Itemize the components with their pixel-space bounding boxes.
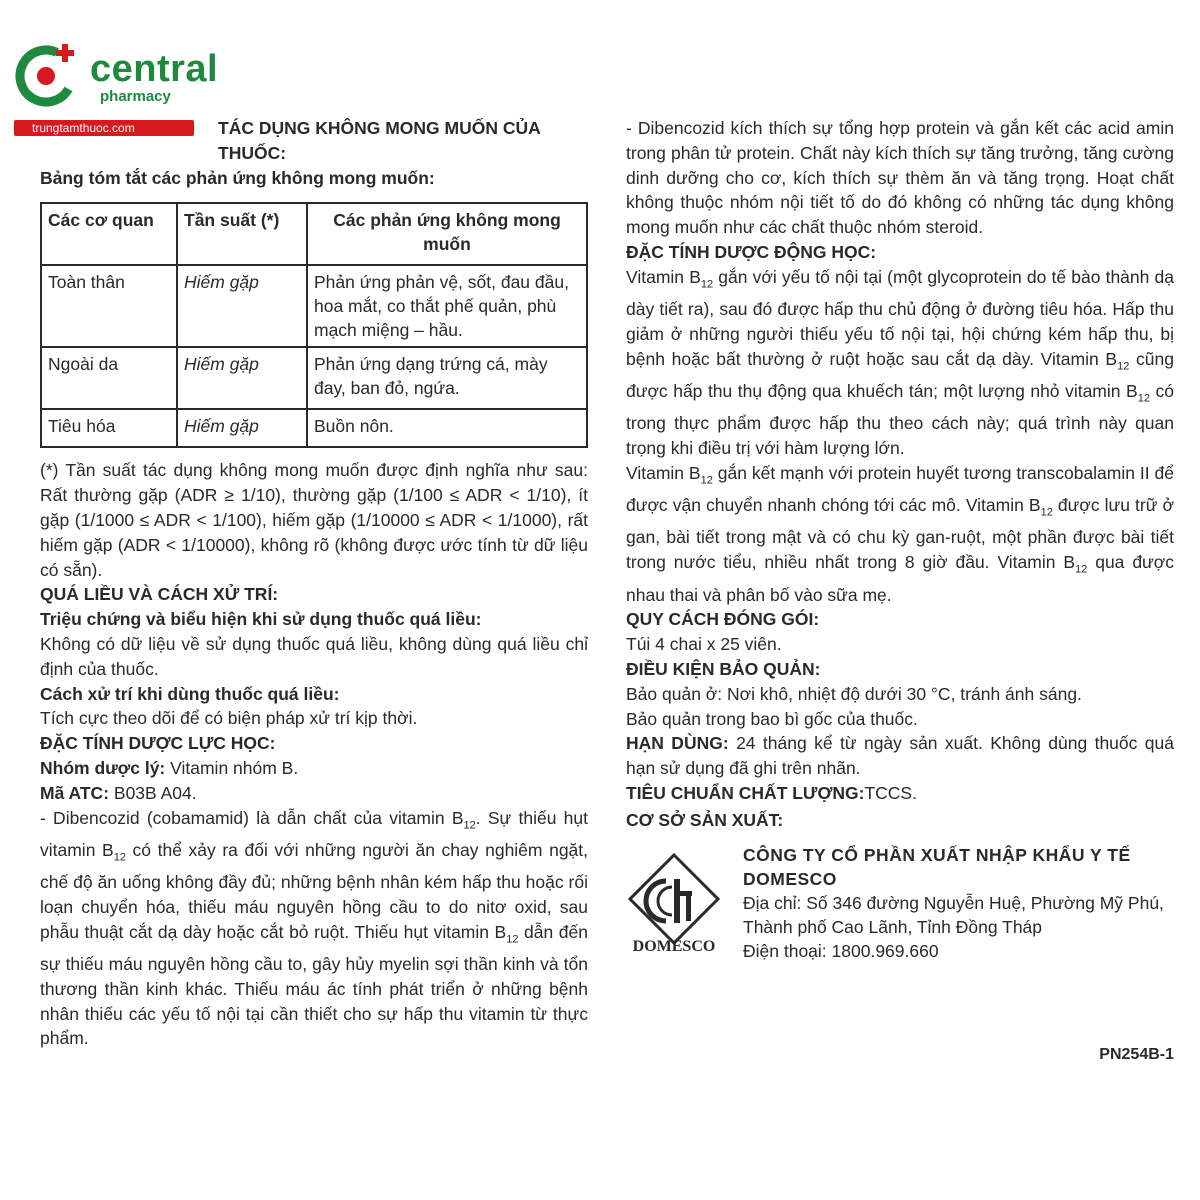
- pd-text: . Sự thiếu hụt vitamin B: [40, 807, 588, 860]
- group-value: Vitamin nhóm B.: [170, 757, 299, 778]
- central-pharmacy-logo-icon: [10, 38, 90, 118]
- quality-standard: [626, 781, 1174, 806]
- pk-text: Vitamin B: [626, 266, 701, 287]
- overdose-treatment-text: Tích cực theo dõi để có biện pháp xử trí kịp thời.: [40, 708, 418, 729]
- pk-text: có trong thực phẩm được hấp thu theo cách này; quá trình này quan trọng khi điều trị với hàm lượng lớn.: [626, 380, 1174, 459]
- section-adverse-title: TÁC DỤNG KHÔNG MONG MUỐN CỦA THUỐC:: [218, 118, 541, 163]
- pharmacokinetics-title: ĐẶC TÍNH DƯỢC ĐỘNG HỌC:: [626, 241, 877, 262]
- subscript-12: 12: [113, 851, 126, 864]
- table-cell-organ: Toàn thân: [41, 265, 177, 347]
- subscript-12: 12: [700, 474, 713, 487]
- group-label: Nhóm dược lý:: [40, 757, 166, 778]
- atc-label: Mã ATC:: [40, 782, 110, 803]
- pd-text: - Dibencozid (cobamamid) là dẫn chất của vitamin B: [40, 807, 464, 828]
- table-header-organ: Các cơ quan: [41, 203, 177, 265]
- subscript-12: 12: [506, 933, 519, 946]
- frequency-footnote: (*) Tần suất tác dụng không mong muốn được định nghĩa như sau: Rất thường gặp (ADR ≥ 1/10), thường gặp (1/100 ≤ ADR < 1/10), ít gặp (1/1000 ≤ ADR < 1/100), hiếm gặp (1/10000 ≤ ADR < 1/1000), rất hiếm gặp (ADR < 1/10000), không rõ (không được ước tính từ dữ liệu có sẵn).: [40, 460, 588, 580]
- table-header-frequency: Tần suất (*): [177, 203, 307, 265]
- table-cell-reaction: Phản ứng phản vệ, sốt, đau đầu, hoa mắt, co thắt phế quản, phù mạch miệng – hầu.: [307, 265, 587, 347]
- brand-site-bar: trungtamthuoc.com: [14, 120, 194, 136]
- expiry-text: 24 tháng kể từ ngày sản xuất. Không dùng thuốc quá hạn sử dụng đã ghi trên nhãn.: [626, 733, 1174, 779]
- table-header-row: [41, 203, 587, 265]
- pharmacologic-group: [40, 756, 588, 781]
- company-phone: Điện thoại: 1800.969.660: [743, 940, 939, 961]
- manufacturer-title: CƠ SỞ SẢN XUẤT:: [626, 809, 784, 830]
- table-cell-frequency: Hiếm gặp: [177, 409, 307, 447]
- pharmacodynamics-title: ĐẶC TÍNH DƯỢC LỰC HỌC:: [40, 733, 276, 754]
- pk-text: gắn với yếu tố nội tại (một glycoprotein do tế bào thành dạ dày tiết ra), sau đó được hấp thu chủ động ở đường tiêu hóa. Hấp thu giảm ở những người thiếu yếu tố nội tại, hội chứng kém hấp thu, bị bệnh hoặc bất thường ở ruột hoặc sau cắt dạ dày. Vitamin B: [626, 266, 1174, 369]
- adverse-reactions-table: [40, 202, 588, 448]
- manufacturer-info: [743, 843, 1175, 963]
- table-cell-frequency: Hiếm gặp: [177, 347, 307, 409]
- domesco-emblem-text: DOMESCO: [632, 937, 716, 955]
- subscript-12: 12: [1117, 360, 1130, 373]
- pharmacodynamics-paragraph-1: [40, 806, 588, 1052]
- pharmacodynamics-paragraph-2: - Dibencozid kích thích sự tổng hợp protein và gắn kết các acid amin trong phân tử protein. Chất này kích thích sự tăng trưởng, tăng cường dinh dưỡng cho cơ, kích thích sự thèm ăn và tăng trọng. Hoạt chất không thuộc nhóm nội tiết tố do đó không có những tác dụng không mong muốn như các chất thuộc nhóm steroid.: [626, 118, 1174, 238]
- overdose-symptoms-title: Triệu chứng và biểu hiện khi sử dụng thuốc quá liều:: [40, 609, 482, 630]
- table-row: [41, 409, 587, 447]
- overdose-symptoms-text: Không có dữ liệu về sử dụng thuốc quá liều, không dùng quá liều chỉ định của thuốc.: [40, 633, 588, 679]
- subscript-12: 12: [463, 819, 476, 832]
- pharmacokinetics-paragraph-1: [626, 265, 1174, 461]
- atc-code: [40, 781, 588, 806]
- pk-text: được lưu trữ ở gan, bài tiết trong mật và có chu kỳ gan-ruột, một phần được bài tiết trong nước tiểu, nhiều nhất trong 8 giờ đầu. Vitamin B: [626, 495, 1174, 573]
- right-column: [626, 116, 1174, 983]
- table-caption: Bảng tóm tắt các phản ứng không mong muốn:: [40, 167, 435, 188]
- subscript-12: 12: [700, 278, 714, 291]
- company-address: Địa chỉ: Số 346 đường Nguyễn Huệ, Phường Mỹ Phú, Thành phố Cao Lãnh, Tỉnh Đồng Tháp: [743, 892, 1164, 937]
- table-row: [41, 265, 587, 347]
- storage-line-2: Bảo quản trong bao bì gốc của thuốc.: [626, 708, 918, 729]
- expiry: [626, 731, 1174, 781]
- subscript-12: 12: [1075, 563, 1088, 576]
- table-cell-reaction: Phản ứng dạng trứng cá, mày đay, ban đỏ, ngứa.: [307, 347, 587, 409]
- pharmacokinetics-paragraph-2: [626, 461, 1174, 607]
- table-header-reaction: Các phản ứng không mong muốn: [307, 203, 587, 265]
- brand-sub: pharmacy: [100, 88, 171, 105]
- table-cell-organ: Tiêu hóa: [41, 409, 177, 447]
- central-pharmacy-logo: [10, 38, 250, 135]
- pk-text: Vitamin B: [626, 462, 701, 483]
- standard-label: TIÊU CHUẨN CHẤT LƯỢNG:: [626, 782, 865, 803]
- table-cell-reaction: Buồn nôn.: [307, 409, 587, 447]
- document-code: PN254B-1: [1099, 1046, 1174, 1063]
- manufacturer-block: [626, 843, 1174, 983]
- packaging-text: Túi 4 chai x 25 viên.: [626, 634, 782, 655]
- pk-text: gắn kết mạnh với protein huyết tương transcobalamin II để được vận chuyển nhanh chóng tới các mô. Vitamin B: [626, 462, 1174, 516]
- packaging-title: QUY CÁCH ĐÓNG GÓI:: [626, 609, 820, 630]
- subscript-12: 12: [1137, 392, 1150, 405]
- table-cell-organ: Ngoài da: [41, 347, 177, 409]
- left-column: [40, 116, 588, 1051]
- standard-value: TCCS.: [864, 782, 917, 803]
- brand-name: central: [90, 48, 219, 90]
- subscript-12: 12: [1040, 506, 1053, 519]
- overdose-title: QUÁ LIỀU VÀ CÁCH XỬ TRÍ:: [40, 584, 279, 605]
- storage-title: ĐIỀU KIỆN BẢO QUẢN:: [626, 658, 821, 679]
- expiry-label: HẠN DÙNG:: [626, 733, 729, 754]
- pk-text: qua được nhau thai và phân bố vào sữa mẹ.: [626, 552, 1174, 605]
- table-row: [41, 347, 587, 409]
- pd-text: dẫn đến sự thiếu máu nguyên hồng cầu to, gây hủy myelin sợi thần kinh và tổn thương thần kinh khác. Thiếu máu ác tính phát triển ở những bệnh nhân thiếu các yếu tố nội tại cần thiết cho sự hấp thu vitamin từ thực phẩm.: [40, 921, 588, 1049]
- pk-text: cũng được hấp thu thụ động qua khuếch tán; một lượng nhỏ vitamin B: [626, 348, 1174, 401]
- atc-value: B03B A04.: [113, 782, 197, 803]
- table-cell-frequency: Hiếm gặp: [177, 265, 307, 347]
- pd-text: có thể xảy ra đối với những người ăn chay nghiêm ngặt, chế độ ăn uống không đầy đủ; những bệnh nhân kém hấp thu hoặc rối loạn chuyển hóa, thiếu máu nguyên hồng cầu to do nitơ oxid, sau phẫu thuật cắt dạ dày hoặc cắt bỏ ruột. Thiếu hụt vitamin B: [40, 839, 589, 942]
- storage-line-1: Bảo quản ở: Nơi khô, nhiệt độ dưới 30 °C, tránh ánh sáng.: [626, 683, 1082, 704]
- company-name: CÔNG TY CỔ PHẦN XUẤT NHẬP KHẨU Y TẾ DOMESCO: [743, 844, 1131, 889]
- domesco-emblem-icon: [626, 851, 722, 947]
- overdose-treatment-title: Cách xử trí khi dùng thuốc quá liều:: [40, 683, 340, 704]
